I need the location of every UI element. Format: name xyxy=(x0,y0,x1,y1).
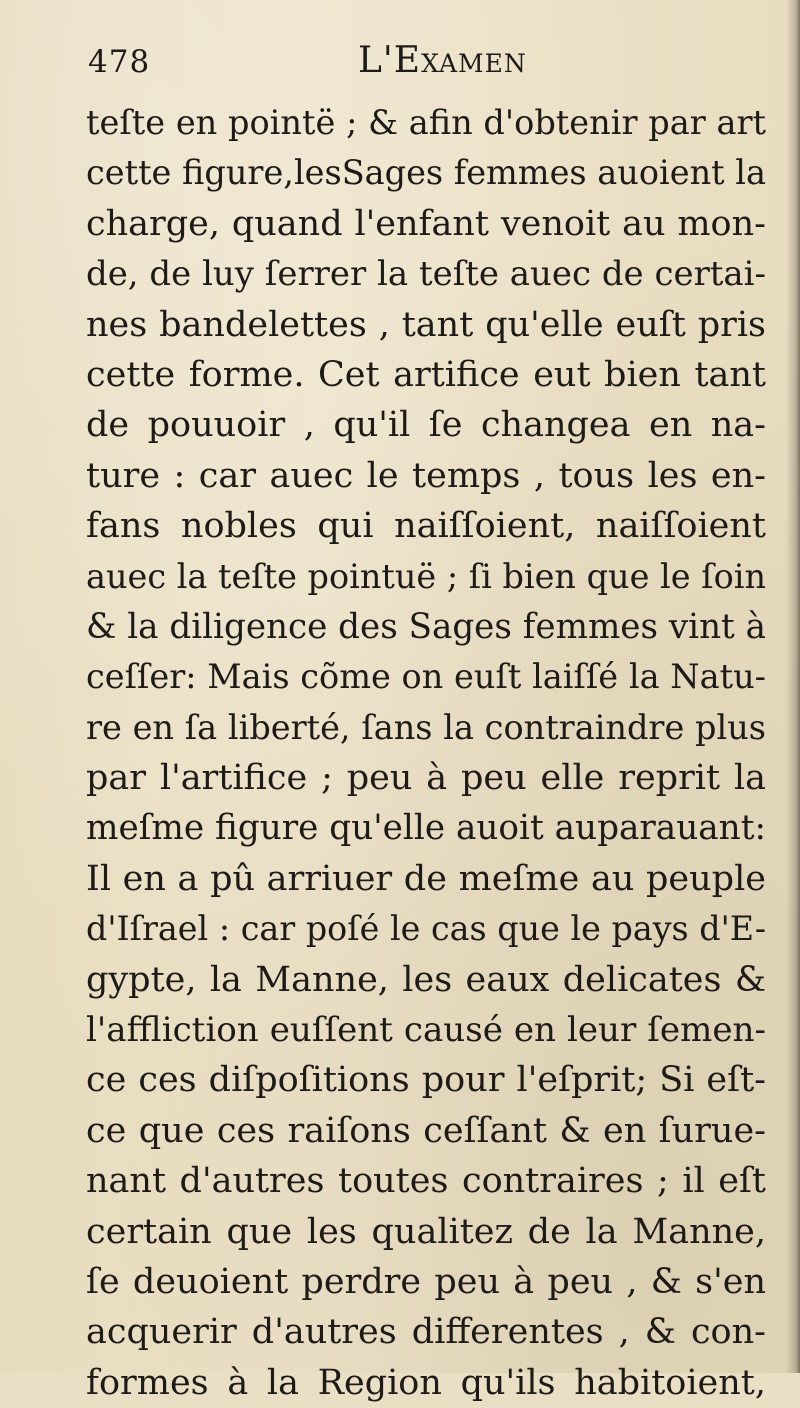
text-line: d'Iſrael : car poſé le cas que le pays d'E- xyxy=(86,909,766,949)
text-line: & la diligence des Sages femmes vint à xyxy=(86,606,766,647)
running-head: L'Examen xyxy=(358,40,527,81)
text-line: charge, quand l'enfant venoit au mon- xyxy=(86,203,766,244)
text-line: cette forme. Cet artifice eut bien tant xyxy=(86,354,766,395)
text-line: meſme figure qu'elle auoit auparauant: xyxy=(86,808,766,849)
text-line: Il en a pû arriuer de meſme au peuple xyxy=(86,858,766,899)
text-line: formes à la Region qu'ils habitoient, xyxy=(86,1362,766,1403)
text-line: cette figure,lesSages femmes auoient la xyxy=(86,153,766,193)
text-line: teſte en pointë ; & afin d'obtenir par art xyxy=(86,103,766,142)
text-line: nant d'autres toutes contraires ; il eſt xyxy=(86,1161,766,1202)
text-line: re en ſa liberté, ſans la contraindre plus xyxy=(86,707,766,747)
page-header xyxy=(88,40,728,86)
text-line: de pouuoir , qu'il ſe changea en na- xyxy=(86,405,766,446)
text-line: l'affliction euſſent causé en leur ſemen- xyxy=(86,1010,766,1051)
text-line: de, de luy ſerrer la teſte auec de certai- xyxy=(86,254,766,295)
page-edge-shadow xyxy=(786,0,800,1373)
text-line: auec la teſte pointuë ; ſi bien que le ſoin xyxy=(86,556,766,596)
text-line: ce que ces raiſons ceſſant & en ſurue- xyxy=(86,1110,766,1151)
body-text xyxy=(86,98,766,1408)
page-number: 478 xyxy=(88,44,151,80)
text-line: ſe deuoient perdre peu à peu , & s'en xyxy=(86,1261,766,1302)
text-line: acquerir d'autres differentes , & con- xyxy=(86,1312,766,1353)
text-line: ce ces diſpoſitions pour l'eſprit; Si eſt- xyxy=(86,1060,766,1101)
text-line: ture : car auec le temps , tous les en- xyxy=(86,455,766,496)
text-line: fans nobles qui naiſſoient, naiſſoient xyxy=(86,506,766,547)
text-line: gypte, la Manne, les eaux delicates & xyxy=(86,959,766,1000)
text-line: ceſſer: Mais cõme on euſt laiſſé la Natu- xyxy=(86,657,766,697)
text-line: par l'artifice ; peu à peu elle reprit la xyxy=(86,758,766,799)
text-line: nes bandelettes , tant qu'elle euſt pris xyxy=(86,304,766,345)
text-line: certain que les qualitez de la Manne, xyxy=(86,1211,766,1252)
